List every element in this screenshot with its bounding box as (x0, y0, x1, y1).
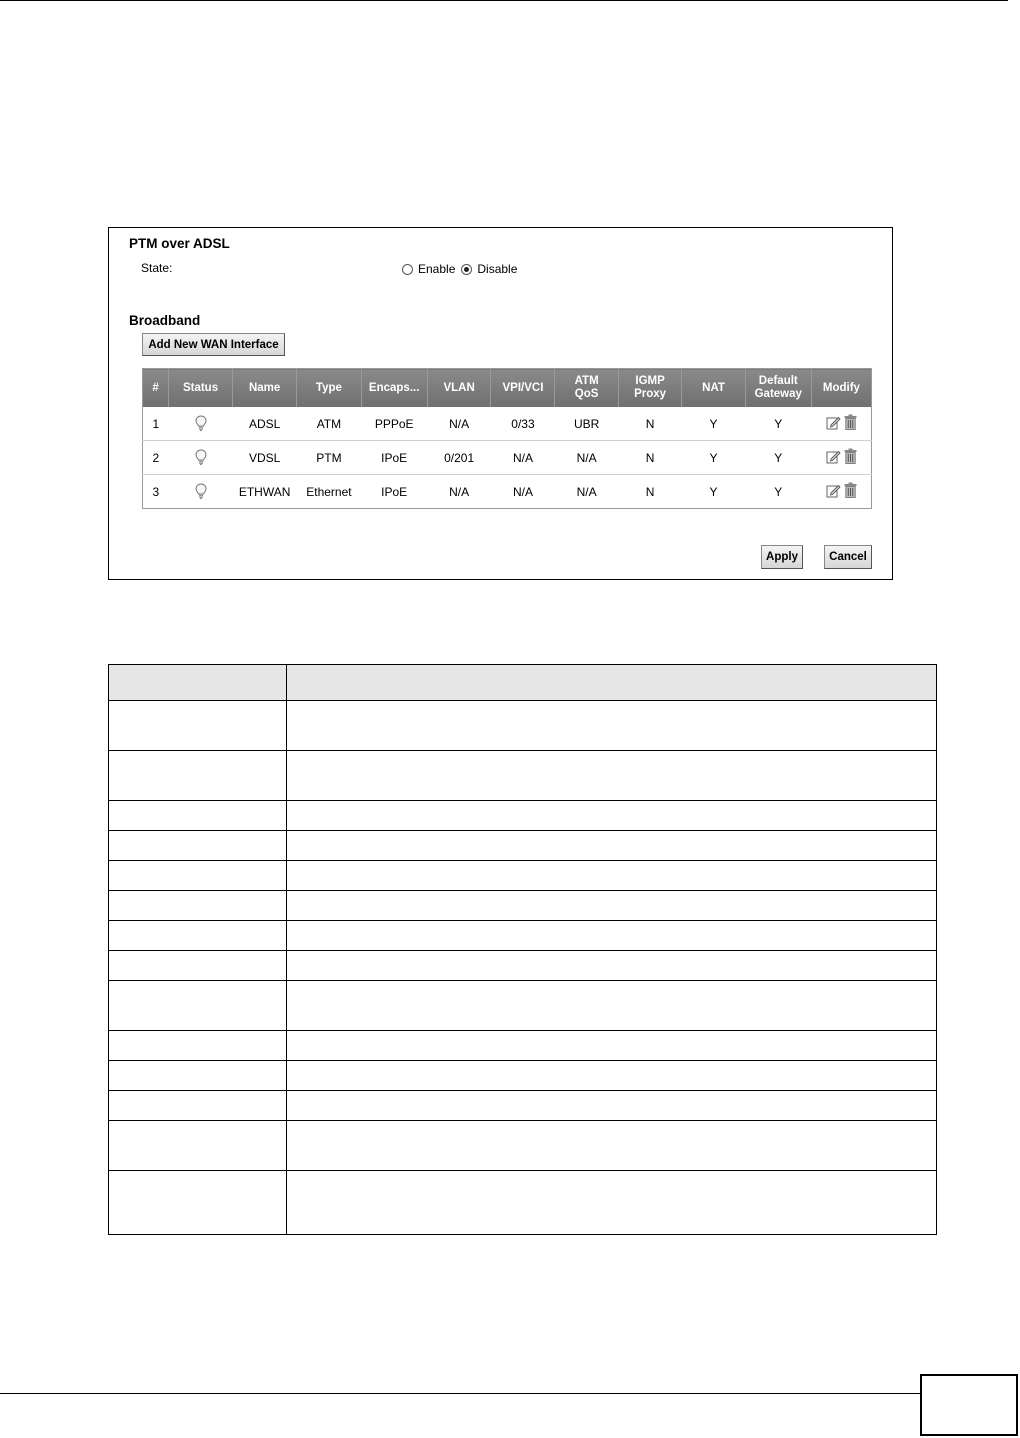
cell-encaps: IPoE (381, 484, 408, 499)
cell-vpivci: N/A (512, 484, 533, 499)
table-row (109, 1171, 937, 1235)
disable-radio[interactable] (461, 264, 472, 275)
column-header: VPI/VCI (491, 369, 555, 408)
cell-name: ETHWAN (238, 484, 291, 499)
cell-gateway: Y (745, 407, 811, 441)
top-rule (0, 0, 1008, 1)
table-row (109, 1061, 937, 1091)
description-label-header (109, 665, 287, 701)
table-row (109, 831, 937, 861)
table-row (109, 801, 937, 831)
cell-nat: Y (682, 407, 745, 441)
lightbulb-icon (194, 449, 208, 467)
cell-igmp: N (618, 441, 682, 475)
table-row (109, 921, 937, 951)
add-wan-interface-button[interactable]: Add New WAN Interface (142, 333, 285, 356)
lightbulb-icon (194, 483, 208, 501)
state-radio-group (402, 262, 523, 276)
cell-igmp: N (645, 484, 655, 499)
column-header: Name (232, 369, 296, 408)
cell-type: ATM (297, 407, 361, 441)
column-header: Status (169, 369, 233, 408)
cell-vpivci: 0/33 (491, 407, 555, 441)
trash-icon[interactable] (844, 448, 857, 467)
status-cell (169, 475, 233, 509)
cell-igmp: N (618, 407, 682, 441)
column-header: Default Gateway (745, 369, 811, 408)
cell-vpivci: N/A (491, 441, 555, 475)
modify-cell (811, 475, 871, 509)
table-row (109, 1031, 937, 1061)
column-header: VLAN (427, 369, 491, 408)
cell-num: 3 (152, 484, 160, 499)
footer-rule (0, 1393, 1010, 1394)
cell-type: PTM (297, 441, 361, 475)
ptm-section-title: PTM over ADSL (129, 236, 230, 251)
edit-icon[interactable] (826, 415, 841, 433)
modify-cell (811, 407, 871, 441)
table-row (109, 1121, 937, 1171)
cell-name: VDSL (232, 441, 296, 475)
table-row (109, 951, 937, 981)
table-row (109, 891, 937, 921)
cell-gateway: Y (774, 484, 783, 499)
cell-atmqos: N/A (555, 441, 618, 475)
wan-interface-table (142, 368, 872, 509)
table-row (143, 407, 872, 441)
table-header-row (143, 369, 872, 408)
cell-gateway: Y (745, 441, 811, 475)
table-row (109, 701, 937, 751)
broadband-section-title: Broadband (129, 313, 201, 328)
enable-radio[interactable] (402, 264, 413, 275)
column-header: Type (297, 369, 361, 408)
cell-nat: Y (682, 441, 745, 475)
edit-icon[interactable] (826, 483, 841, 501)
field-description-table (108, 664, 937, 1235)
cell-name: ADSL (232, 407, 296, 441)
apply-button[interactable]: Apply (761, 545, 803, 569)
cancel-button[interactable]: Cancel (824, 545, 872, 569)
table-row (143, 441, 872, 475)
state-label: State: (141, 261, 173, 275)
disable-radio-label[interactable]: Disable (477, 262, 518, 276)
status-cell (169, 441, 233, 475)
column-header: ATM QoS (555, 369, 618, 408)
lightbulb-icon (194, 415, 208, 433)
cell-atmqos: UBR (555, 407, 618, 441)
cell-type: Ethernet (306, 484, 352, 499)
cell-vlan: 0/201 (427, 441, 491, 475)
cell-nat: Y (709, 484, 718, 499)
table-row (109, 751, 937, 801)
cell-vlan: N/A (449, 484, 470, 499)
trash-icon[interactable] (844, 414, 857, 433)
edit-icon[interactable] (826, 449, 841, 467)
description-text-header (287, 665, 937, 701)
column-header: IGMP Proxy (618, 369, 682, 408)
column-header: # (143, 369, 169, 408)
description-header-row (109, 665, 937, 701)
page-number-box (920, 1374, 1018, 1436)
status-cell (169, 407, 233, 441)
table-row (109, 861, 937, 891)
cell-encaps: PPPoE (361, 407, 427, 441)
table-row (143, 475, 872, 509)
modify-cell (811, 441, 871, 475)
table-row (109, 1091, 937, 1121)
trash-icon[interactable] (844, 482, 857, 501)
column-header: NAT (682, 369, 745, 408)
column-header: Encaps... (361, 369, 427, 408)
cell-num: 2 (143, 441, 169, 475)
enable-radio-label[interactable]: Enable (418, 262, 456, 276)
cell-vlan: N/A (427, 407, 491, 441)
cell-atmqos: N/A (576, 484, 597, 499)
table-row (109, 981, 937, 1031)
wan-settings-panel (108, 227, 893, 580)
cell-encaps: IPoE (361, 441, 427, 475)
cell-num: 1 (143, 407, 169, 441)
column-header: Modify (811, 369, 871, 408)
